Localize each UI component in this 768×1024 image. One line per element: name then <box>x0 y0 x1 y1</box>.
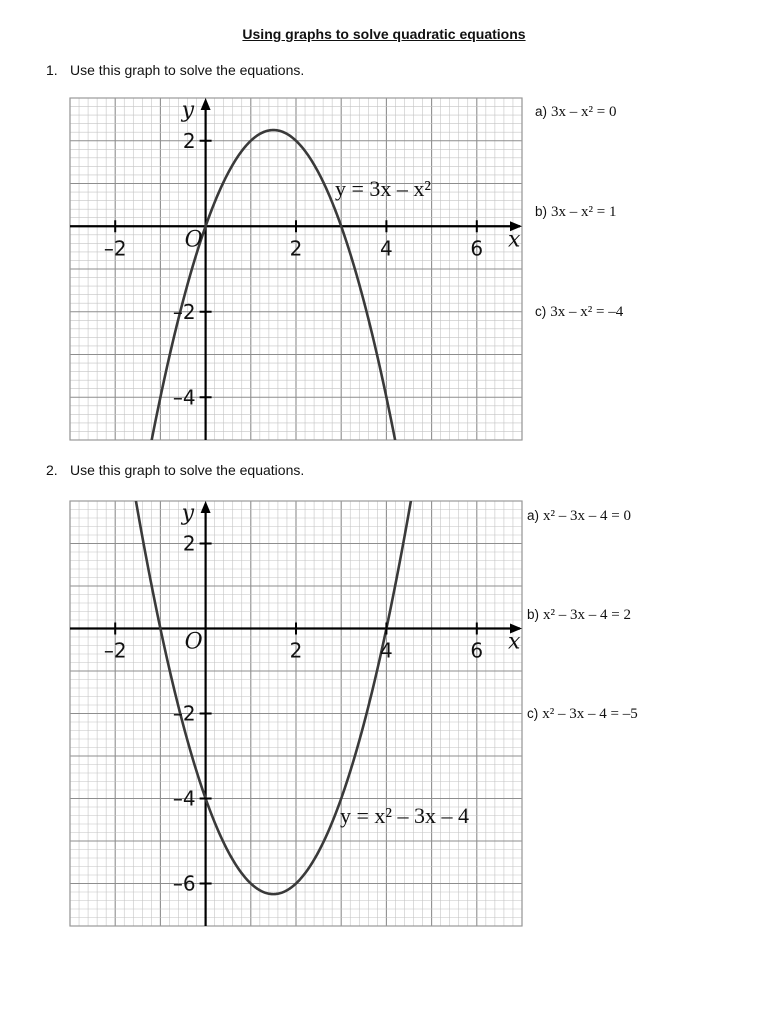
question-1 <box>46 62 304 78</box>
part-equation: x² – 3x – 4 = –5 <box>542 706 638 722</box>
origin-label: O <box>184 227 203 253</box>
y-tick-label: –4 <box>172 385 196 410</box>
part-equation: x² – 3x – 4 = 0 <box>543 508 631 524</box>
part-equation: 3x – x² = 1 <box>551 204 617 220</box>
x-axis-label: x <box>508 629 521 655</box>
origin-label: O <box>184 629 203 655</box>
part-equation: x² – 3x – 4 = 2 <box>543 607 631 623</box>
x-tick-label: 2 <box>289 638 303 663</box>
x-axis-label: x <box>508 227 521 253</box>
x-tick-label: 4 <box>380 638 393 663</box>
x-tick-label: 6 <box>470 236 484 261</box>
y-tick-label: –4 <box>172 786 196 811</box>
x-tick-label: 6 <box>470 638 484 663</box>
y-tick-label: 2 <box>182 531 196 556</box>
y-axis-label: y <box>181 98 195 123</box>
y-axis-arrow <box>201 98 211 110</box>
part-letter: c) <box>535 304 547 319</box>
question-1-part-a <box>535 104 616 121</box>
graph-2 <box>70 501 522 926</box>
y-axis-label: y <box>181 501 195 526</box>
part-letter: c) <box>527 706 539 721</box>
grid <box>70 98 522 440</box>
part-letter: b) <box>527 607 540 622</box>
y-tick-label: –2 <box>172 299 196 324</box>
graph-1-svg <box>70 98 522 440</box>
question-2-number: 2. <box>46 462 58 478</box>
x-tick-label: –2 <box>103 638 127 663</box>
question-2-part-b <box>527 607 631 624</box>
curve-label: y = x² – 3x – 4 <box>340 803 470 828</box>
x-tick-label: 4 <box>380 236 393 261</box>
graph-2-svg <box>70 501 522 926</box>
x-tick-label: –2 <box>103 236 127 261</box>
part-letter: b) <box>535 204 548 219</box>
question-2-part-a <box>527 508 631 525</box>
x-tick-label: 2 <box>289 236 303 261</box>
graph-1 <box>70 98 522 440</box>
part-equation: 3x – x² = –4 <box>550 304 624 320</box>
curve-label: y = 3x – x² <box>335 176 432 201</box>
worksheet-title: Using graphs to solve quadratic equations <box>242 26 526 42</box>
part-letter: a) <box>527 508 540 523</box>
question-1-part-b <box>535 204 616 221</box>
y-tick-label: –2 <box>172 701 196 726</box>
question-2 <box>46 462 304 478</box>
y-axis-arrow <box>201 501 211 513</box>
question-1-number: 1. <box>46 62 58 78</box>
question-1-prompt: Use this graph to solve the equations. <box>70 62 305 78</box>
y-tick-label: –6 <box>172 871 196 896</box>
part-equation: 3x – x² = 0 <box>551 104 617 120</box>
part-letter: a) <box>535 104 548 119</box>
question-2-part-c <box>527 706 638 723</box>
question-1-part-c <box>535 304 623 321</box>
grid <box>70 501 522 926</box>
y-tick-label: 2 <box>182 128 196 153</box>
question-2-prompt: Use this graph to solve the equations. <box>70 462 305 478</box>
